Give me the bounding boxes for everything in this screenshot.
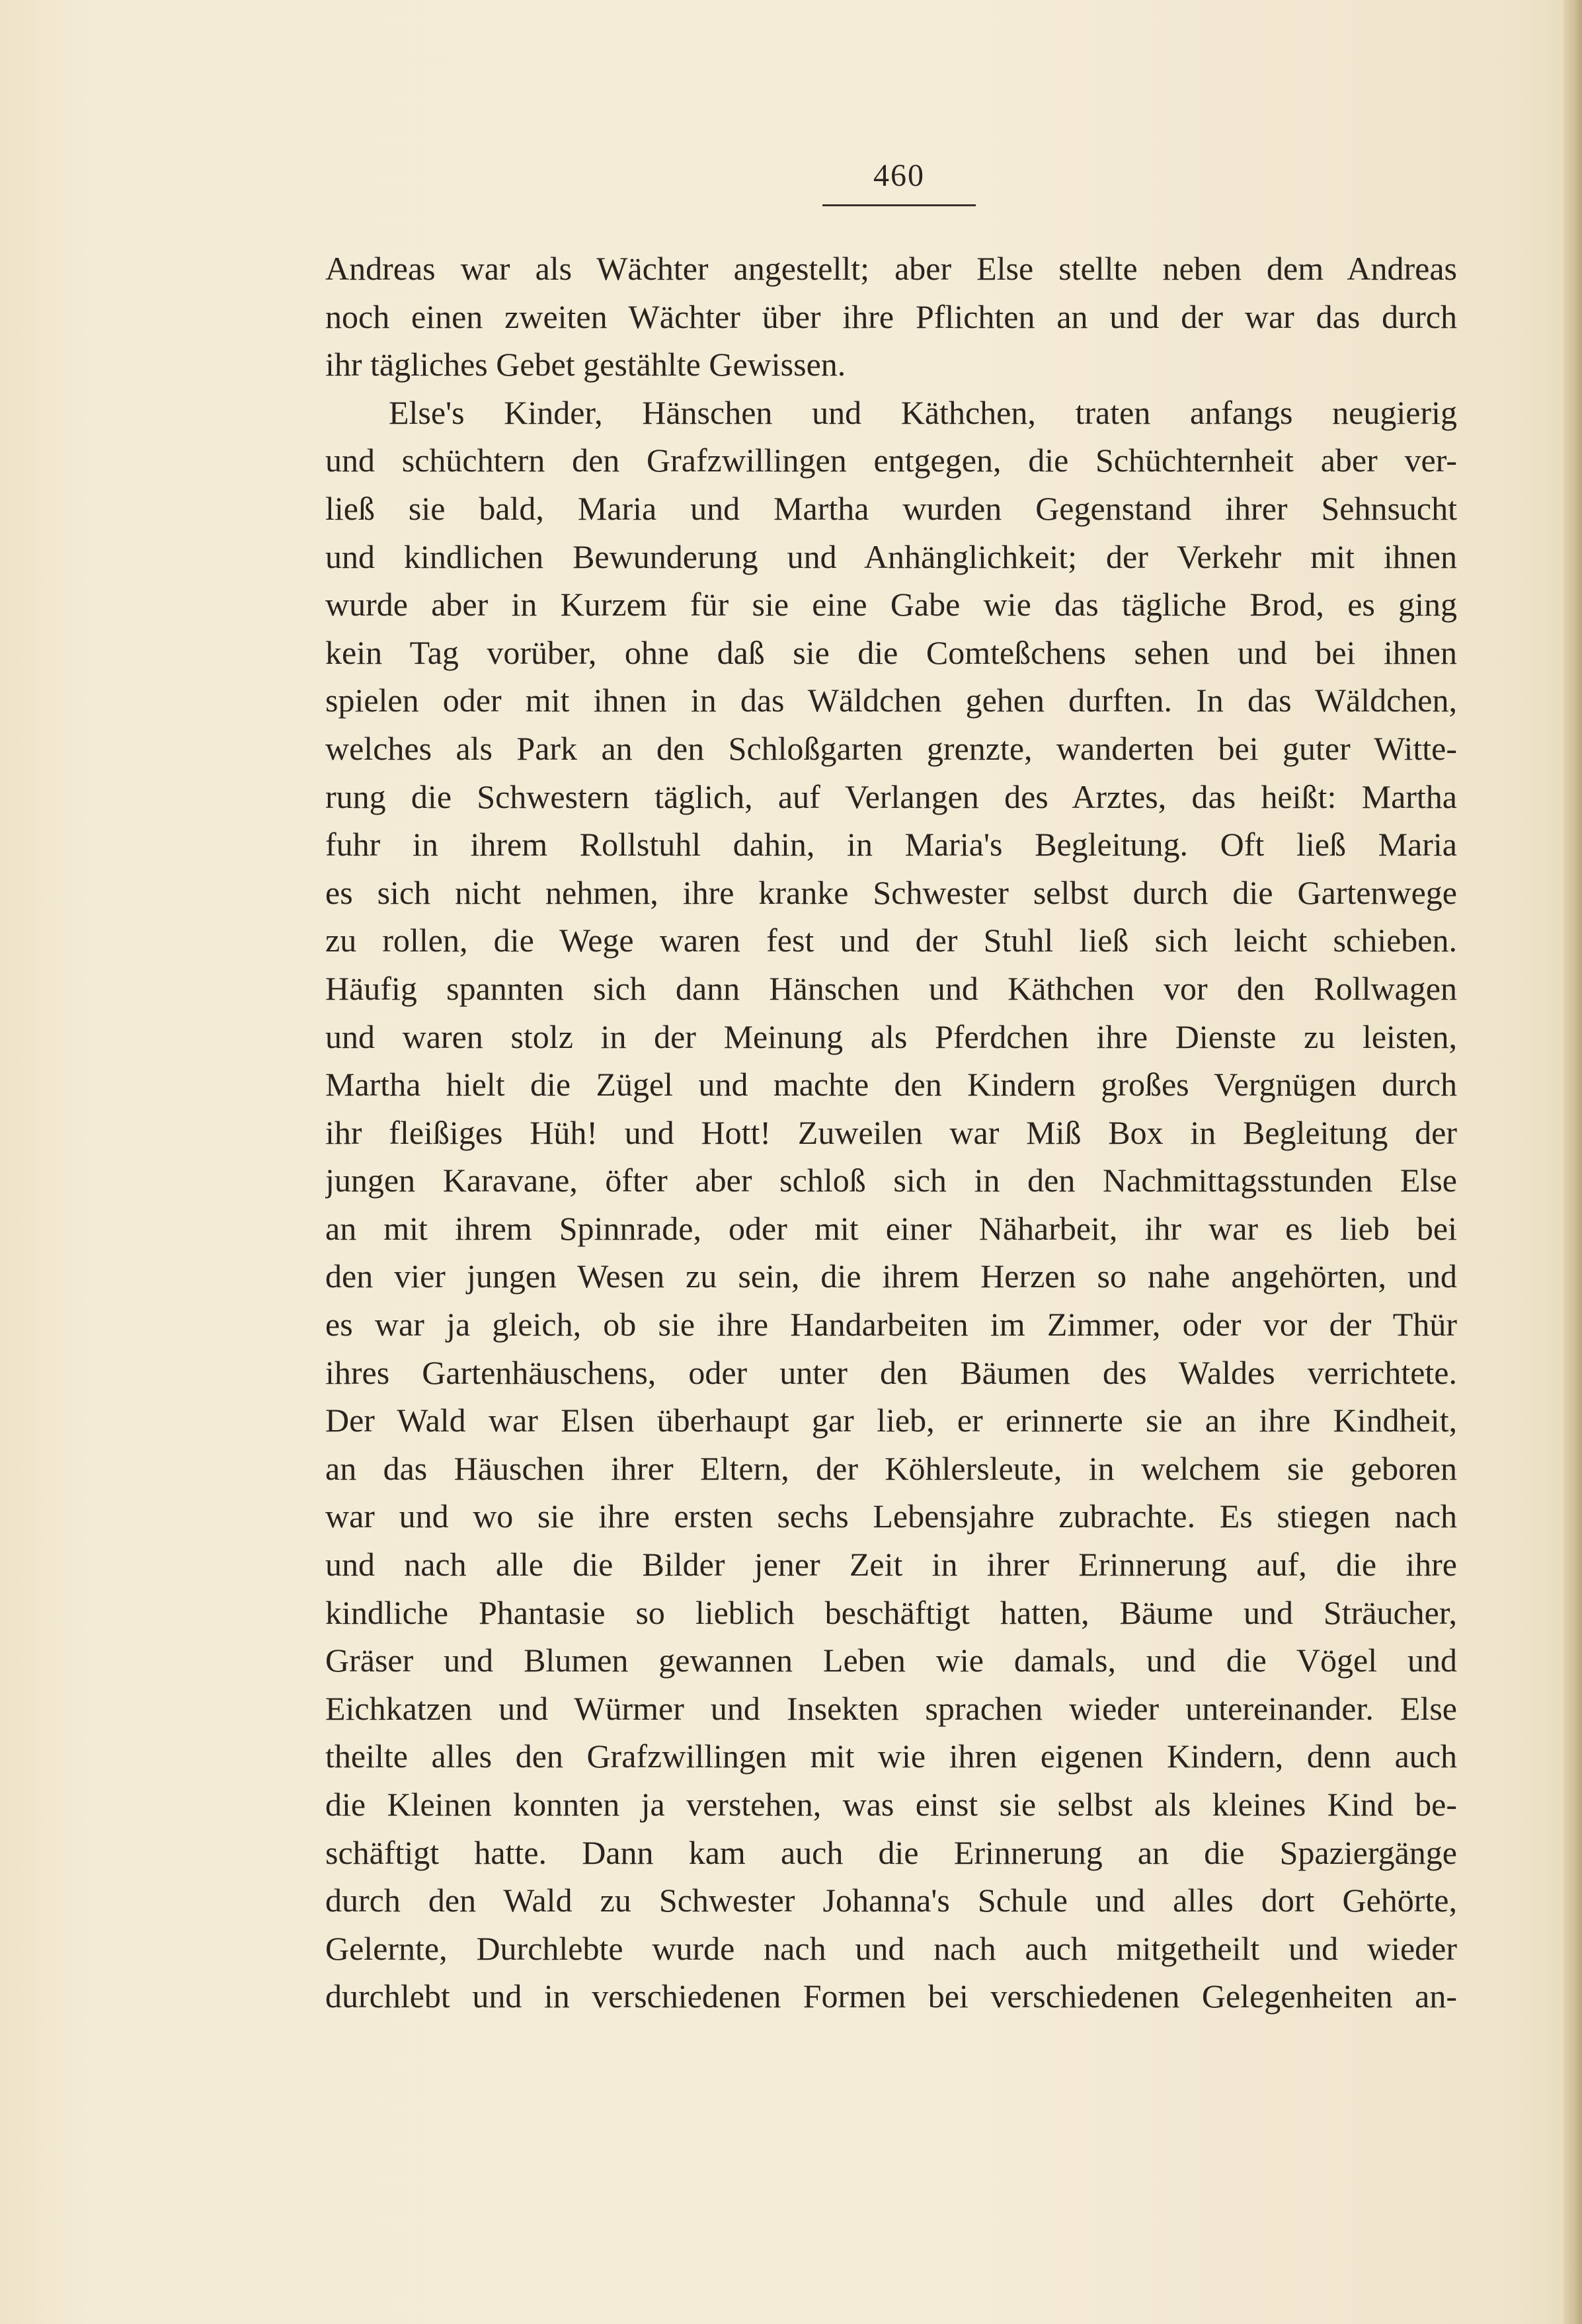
text-line: ihr tägliches Gebet gestählte Gewissen. bbox=[325, 346, 846, 383]
text-line: jungen Karavane, öfter aber schloß sich in den Nachmittagsstunden Else bbox=[325, 1162, 1457, 1199]
text-line: an mit ihrem Spinnrade, oder mit einer Näharbeit, ihr war es lieb bei bbox=[325, 1209, 1457, 1247]
header-rule bbox=[822, 204, 976, 206]
text-line: und kindlichen Bewunderung und Anhänglichkeit; der Verkehr mit ihnen bbox=[325, 538, 1457, 575]
text-line: Andreas war als Wächter angestellt; aber Else stellte neben dem Andreas bbox=[325, 250, 1457, 287]
text-line: die Kleinen konnten ja verstehen, was einst sie selbst als kleines Kind be- bbox=[325, 1786, 1457, 1823]
text-line: es sich nicht nehmen, ihre kranke Schwester selbst durch die Gartenwege bbox=[325, 873, 1457, 911]
text-line: zu rollen, die Wege waren fest und der Stuhl ließ sich leicht schieben. bbox=[325, 922, 1457, 959]
text-line: und nach alle die Bilder jener Zeit in ihrer Erinnerung auf, die ihre bbox=[325, 1546, 1457, 1583]
text-line: durch den Wald zu Schwester Johanna's Schule und alles dort Gehörte, bbox=[325, 1882, 1457, 1919]
text-line: an das Häuschen ihrer Eltern, der Köhlersleute, in welchem sie geboren bbox=[325, 1449, 1457, 1487]
text-line: Gräser und Blumen gewannen Leben wie damals, und die Vögel und bbox=[325, 1642, 1457, 1679]
text-line: Martha hielt die Zügel und machte den Kindern großes Vergnügen durch bbox=[325, 1066, 1457, 1103]
text-line: es war ja gleich, ob sie ihre Handarbeiten im Zimmer, oder vor der Thür bbox=[325, 1306, 1457, 1343]
text-line: Häufig spannten sich dann Hänschen und Käthchen vor den Rollwagen bbox=[325, 969, 1457, 1007]
text-line: Der Wald war Elsen überhaupt gar lieb, er erinnerte sie an ihre Kindheit, bbox=[325, 1402, 1457, 1439]
text-line: den vier jungen Wesen zu sein, die ihrem Herzen so nahe angehörten, und bbox=[325, 1258, 1457, 1295]
text-line: und waren stolz in der Meinung als Pferdchen ihre Dienste zu leisten, bbox=[325, 1018, 1457, 1055]
text-line: schäftigt hatte. Dann kam auch die Erinnerung an die Spaziergänge bbox=[325, 1833, 1457, 1871]
text-line: fuhr in ihrem Rollstuhl dahin, in Maria's Begleitung. Oft ließ Maria bbox=[325, 826, 1457, 863]
text-line: war und wo sie ihre ersten sechs Lebensjahre zubrachte. Es stiegen nach bbox=[325, 1498, 1457, 1535]
text-line: kindliche Phantasie so lieblich beschäftigt hatten, Bäume und Sträucher, bbox=[325, 1593, 1457, 1631]
text-line: ließ sie bald, Maria und Martha wurden Gegenstand ihrer Sehnsucht bbox=[325, 489, 1457, 527]
text-line: noch einen zweiten Wächter über ihre Pflichten an und der war das durch bbox=[325, 298, 1457, 335]
text-line: theilte alles den Grafzwillingen mit wie ihren eigenen Kindern, denn auch bbox=[325, 1738, 1457, 1775]
body-text bbox=[325, 245, 1457, 2021]
text-line: wurde aber in Kurzem für sie eine Gabe wie das tägliche Brod, es ging bbox=[325, 586, 1457, 623]
text-line: welches als Park an den Schloßgarten grenzte, wanderten bei guter Witte- bbox=[325, 729, 1457, 767]
text-line: Gelernte, Durchlebte wurde nach und nach auch mitgetheilt und wieder bbox=[325, 1929, 1457, 1967]
text-line: rung die Schwestern täglich, auf Verlangen des Arztes, das heißt: Martha bbox=[325, 778, 1457, 815]
text-line: ihr fleißiges Hüh! und Hott! Zuweilen war Miß Box in Begleitung der bbox=[325, 1113, 1457, 1151]
text-line: Eichkatzen und Würmer und Insekten sprachen wieder untereinander. Else bbox=[325, 1689, 1457, 1727]
page-edge bbox=[1563, 0, 1582, 2324]
text-line: kein Tag vorüber, ohne daß sie die Comteßchens sehen und bei ihnen bbox=[325, 633, 1457, 671]
text-line: spielen oder mit ihnen in das Wäldchen gehen durften. In das Wäldchen, bbox=[325, 682, 1457, 719]
text-line: durchlebt und in verschiedenen Formen bei verschiedenen Gelegenheiten an- bbox=[325, 1978, 1457, 2015]
text-line: und schüchtern den Grafzwillingen entgegen, die Schüchternheit aber ver- bbox=[325, 442, 1457, 479]
text-line: Else's Kinder, Hänschen und Käthchen, traten anfangs neugierig bbox=[389, 393, 1457, 431]
page-number: 460 bbox=[873, 158, 925, 193]
text-line: ihres Gartenhäuschens, oder unter den Bäumen des Waldes verrichtete. bbox=[325, 1353, 1457, 1391]
